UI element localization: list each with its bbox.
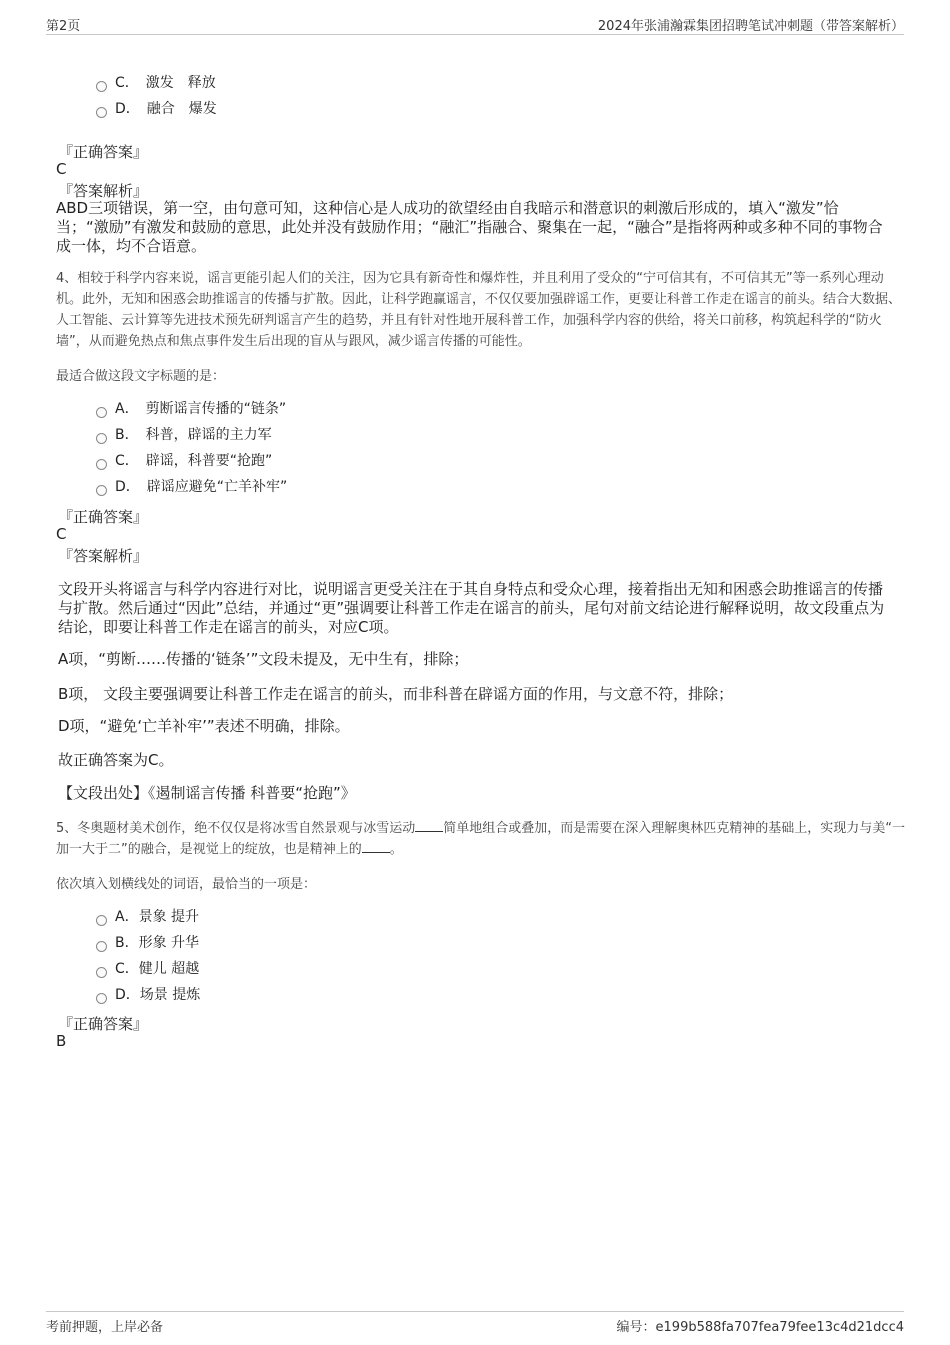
- option-c[interactable]: C． 激发 释放: [96, 73, 216, 93]
- page-footer: [46, 1311, 904, 1336]
- question-4-text: 4、相较于科学内容来说，谣言更能引起人们的关注，因为它具有新奇性和爆炸性，并且利用了受众的“宁可信其有，不可信其无”等一系列心理动机。此外，无知和困惑会助推谣言的传播与扩散。因此，让科学跑赢谣言，不仅仅要加强辟谣工作，更要让科普工作走在谣言的前头。结合大数据、人工智能、云计算等先进技术预先研判谣言产生的趋势，并且有针对性地开展科普工作，加强科学内容的供给，将关口前移，构筑起科学的“防火墙”，从而避免热点和焦点事件发生后出现的盲从与跟风，减少谣言传播的可能性。: [56, 271, 902, 349]
- page-number: 第2页: [46, 19, 81, 34]
- answer-value: C: [56, 525, 67, 543]
- radio-icon[interactable]: [96, 107, 107, 118]
- analysis-note-a: A项，“剪断……传播的‘链条’”文段未提及，无中生有，排除；: [58, 650, 469, 668]
- radio-icon[interactable]: [96, 941, 107, 952]
- option-d[interactable]: D．场景 提炼: [96, 985, 200, 1005]
- analysis-conclusion: 故正确答案为C。: [58, 751, 174, 769]
- fill-blank-2: [362, 840, 390, 853]
- radio-icon[interactable]: [96, 915, 107, 926]
- option-b[interactable]: B．形象 升华: [96, 933, 199, 953]
- document-code: 编号：e199b588fa707fea79fee13c4d21dcc4: [616, 1320, 904, 1335]
- option-b[interactable]: B． 科普，辟谣的主力军: [96, 425, 272, 445]
- radio-icon[interactable]: [96, 407, 107, 418]
- fill-blank-1: [415, 819, 443, 832]
- answer-value: C: [56, 160, 67, 178]
- option-d[interactable]: D． 融合 爆发: [96, 99, 217, 119]
- answer-label: 『正确答案』: [58, 143, 149, 161]
- radio-icon[interactable]: [96, 459, 107, 470]
- footer-slogan: 考前押题，上岸必备: [46, 1320, 164, 1335]
- analysis-text: ABD三项错误，第一空，由句意可知，这种信心是人成功的欲望经由自我暗示和潜意识的刺激后形成的，填入“激发”恰当；“激励”有激发和鼓励的意思，此处并没有鼓励作用；“融汇”指融合、聚集在一起，“融合”是指将两种或多种不同的事物合成一体，均不合语意。: [56, 199, 883, 255]
- option-d[interactable]: D． 辟谣应避免“亡羊补牢”: [96, 477, 287, 497]
- answer-value: B: [56, 1032, 67, 1050]
- question-4-prompt: 最适合做这段文字标题的是：: [56, 369, 226, 384]
- option-c[interactable]: C．健儿 超越: [96, 959, 199, 979]
- radio-icon[interactable]: [96, 485, 107, 496]
- document-title: 2024年张浦瀚霖集团招聘笔试冲刺题（带答案解析）: [597, 19, 904, 34]
- analysis-note-d: D项，“避免‘亡羊补牢’”表述不明确，排除。: [58, 717, 350, 735]
- question-5-text: 5、冬奥题材美术创作，绝不仅仅是将冰雪自然景观与冰雪运动 简单地组合或叠加，而是需要在深入理解奥林匹克精神的基础上，实现力与美“一加一大于二”的融合，是视觉上的绽放，也是精神上的 。: [56, 821, 906, 857]
- source-citation: 【文段出处】《遏制谣言传播 科普要“抢跑”》: [58, 784, 356, 802]
- answer-label: 『正确答案』: [58, 508, 149, 526]
- analysis-label: 『答案解析』: [58, 547, 149, 565]
- option-c[interactable]: C． 辟谣，科普要“抢跑”: [96, 451, 272, 471]
- radio-icon[interactable]: [96, 993, 107, 1004]
- question-5-prompt: 依次填入划横线处的词语，最恰当的一项是：: [56, 877, 317, 892]
- analysis-label: 『答案解析』: [58, 182, 149, 200]
- radio-icon[interactable]: [96, 81, 107, 92]
- answer-label: 『正确答案』: [58, 1015, 149, 1033]
- option-a[interactable]: A． 剪断谣言传播的“链条”: [96, 399, 286, 419]
- analysis-text: 文段开头将谣言与科学内容进行对比，说明谣言更受关注在于其自身特点和受众心理，接着指出无知和困惑会助推谣言的传播与扩散。然后通过“因此”总结，并通过“更”强调要让科普工作走在谣言的前头，尾句对前文结论进行解释说明，故文段重点为结论，即要让科普工作走在谣言的前头，对应C项。: [58, 580, 885, 636]
- option-a[interactable]: A．景象 提升: [96, 907, 199, 927]
- radio-icon[interactable]: [96, 433, 107, 444]
- radio-icon[interactable]: [96, 967, 107, 978]
- analysis-note-b: B项， 文段主要强调要让科普工作走在谣言的前头，而非科普在辟谣方面的作用，与文意不符，排除；: [58, 685, 734, 703]
- page-header: [46, 12, 904, 35]
